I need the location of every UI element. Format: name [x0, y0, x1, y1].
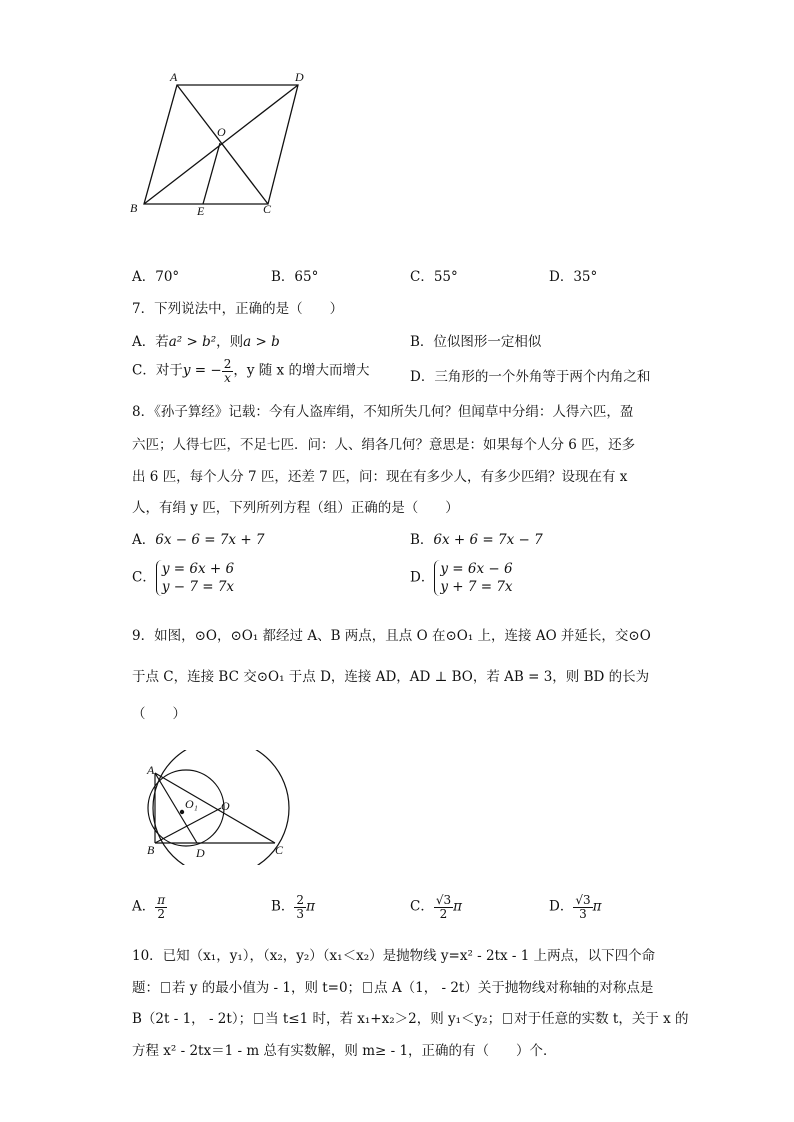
q7-option-c-fraction	[222, 358, 234, 384]
q8-option-a[interactable]	[132, 528, 265, 548]
q8-line-4: 人，有绢 y 匹，下列所列方程（组）正确的是（ ）	[132, 500, 459, 516]
q9-option-d-pi: π	[592, 898, 602, 915]
q6-option-d[interactable]: D．35°	[549, 269, 598, 285]
q7-option-d[interactable]: D．三角形的一个外角等于两个内角之和	[410, 369, 651, 385]
label-O: O	[217, 125, 226, 139]
q8-option-c-system	[156, 560, 234, 596]
q7-option-a[interactable]	[132, 330, 280, 350]
q6-option-a[interactable]: A．70°	[132, 269, 180, 285]
q9-option-b-den: 3	[296, 906, 305, 921]
q8-option-a-label: A．	[132, 532, 156, 548]
q7-option-a-mid: ，则	[216, 334, 244, 350]
q9-option-a-label: A．	[132, 898, 156, 915]
q9-option-c-label: C．	[410, 898, 434, 915]
q8-option-d[interactable]	[410, 560, 513, 596]
label-A: A	[147, 763, 155, 777]
q10-line-2-c: 点 A（1， - 2t）关于抛物线对称轴的对称点是	[374, 980, 654, 996]
q9-option-a-fraction	[155, 894, 167, 920]
q7-option-a-math2: a > b	[243, 334, 280, 350]
q9-option-b-num: 2	[296, 893, 305, 907]
q7-option-c-num: 2	[223, 357, 232, 371]
checkbox-icon	[161, 982, 170, 993]
q6-option-b[interactable]: B．65°	[271, 269, 319, 285]
q10-line-2-b: 若 y 的最小值为 - 1，则 t=0；	[172, 980, 362, 996]
q8-option-c-eq2: y − 7 = 7x	[161, 579, 235, 595]
q8-option-b[interactable]	[410, 528, 543, 548]
q9-option-a[interactable]	[132, 894, 167, 920]
q8-line-3: 出 6 匹，每个人分 7 匹，还差 7 匹，问：现在有多少人，有多少匹绢？设现在有 x	[132, 469, 628, 485]
q8-option-b-label: B．	[410, 532, 434, 548]
q7-option-c-suffix: ，y 随 x 的增大而增大	[233, 362, 370, 379]
q9-option-d[interactable]	[549, 894, 601, 920]
q7-option-c-y: y = −	[182, 362, 222, 379]
q9-option-d-den: 3	[579, 906, 587, 921]
q9-option-c-fraction	[434, 894, 453, 920]
checkbox-icon	[363, 982, 372, 993]
q6-option-c[interactable]: C．55°	[410, 269, 458, 285]
q10-line-4: 方程 x² - 2tx＝1 - m 总有实数解，则 m≥ - 1，正确的有（ ）个．	[132, 1043, 557, 1059]
parallelogram-figure	[120, 60, 320, 220]
q9-option-b[interactable]	[271, 894, 315, 920]
label-D: D	[196, 846, 205, 860]
q9-option-d-label: D．	[549, 898, 574, 915]
q7-option-a-prefix: A．若	[132, 334, 169, 350]
label-O1: O₁	[185, 797, 198, 811]
center-o1-dot	[180, 810, 184, 814]
q9-option-a-den: 2	[157, 906, 166, 921]
q7-option-a-math: a² > b²	[168, 334, 217, 350]
label-E: E	[197, 204, 205, 218]
q7-option-b[interactable]: B．位似图形一定相似	[410, 334, 542, 350]
q9-option-c-den: 2	[439, 906, 448, 921]
q7-option-c-den: x	[224, 370, 231, 385]
q8-line-1: 8．《孙子算经》记载：今有人盗库绢，不知所失几何？但闻草中分绢：人得六匹，盈	[132, 404, 634, 420]
q8-option-c-eq1: y = 6x + 6	[161, 561, 235, 577]
q9-option-b-pi: π	[306, 898, 315, 915]
q9-option-d-fraction	[573, 894, 592, 920]
label-B: B	[130, 201, 138, 215]
q8-option-d-system	[434, 560, 512, 596]
label-D: D	[295, 70, 304, 84]
q9-line-1: 9．如图，⊙O，⊙O₁ 都经过 A、B 两点，且点 O 在⊙O₁ 上，连接 AO 并延长，交⊙O	[132, 628, 651, 644]
q8-option-d-eq1: y = 6x − 6	[440, 561, 513, 577]
q8-option-a-math: 6x − 6 = 7x + 7	[155, 532, 265, 548]
q8-option-c-label: C．	[132, 569, 156, 586]
q9-option-c-pi: π	[453, 898, 462, 915]
q10-line-1: 10．已知（x₁，y₁），（x₂，y₂）（x₁＜x₂）是抛物线 y=x² - 2tx - 1 上两点，以下四个命	[132, 948, 656, 964]
q8-option-c[interactable]	[132, 560, 234, 596]
q7-stem: 7．下列说法中，正确的是（ ）	[132, 301, 344, 317]
q9-option-c-num: √3	[435, 893, 452, 907]
q7-option-c-prefix: C．对于	[132, 362, 183, 379]
q8-option-d-label: D．	[410, 569, 435, 586]
label-C: C	[263, 202, 272, 216]
q9-line-3: （ ）	[132, 706, 186, 722]
q10-line-3-c: 对于任意的实数 t，关于 x 的	[514, 1011, 689, 1027]
q9-option-b-fraction	[294, 894, 306, 920]
q9-line-2: 于点 C，连接 BC 交⊙O₁ 于点 D，连接 AD，AD ⊥ BO，若 AB = 3，则 BD 的长为	[132, 669, 650, 685]
label-B: B	[147, 843, 155, 857]
q9-option-b-label: B．	[271, 898, 295, 915]
checkbox-icon	[254, 1013, 263, 1024]
circles-figure	[135, 750, 305, 865]
q8-option-d-eq2: y + 7 = 7x	[440, 579, 513, 595]
label-O: O	[221, 799, 230, 813]
q7-option-c[interactable]	[132, 358, 369, 384]
q9-option-d-num: √3	[575, 893, 591, 907]
q10-line-3	[132, 1007, 689, 1027]
q9-option-c[interactable]	[410, 894, 462, 920]
q10-line-3-b: 当 t≤1 时，若 x₁+x₂＞2，则 y₁＜y₂；	[265, 1011, 502, 1027]
q9-option-a-num: π	[157, 893, 166, 907]
checkbox-icon	[503, 1013, 512, 1024]
q10-line-2	[132, 976, 653, 996]
q8-option-b-math: 6x + 6 = 7x − 7	[433, 532, 543, 548]
label-A: A	[170, 70, 178, 84]
label-C: C	[275, 843, 284, 857]
q8-line-2: 六匹；人得七匹，不足七匹．问：人、绢各几何？意思是：如果每个人分 6 匹，还多	[132, 437, 636, 453]
q10-line-2-a: 题：	[132, 980, 159, 996]
q10-line-3-a: B（2t - 1， - 2t）；	[132, 1011, 253, 1027]
